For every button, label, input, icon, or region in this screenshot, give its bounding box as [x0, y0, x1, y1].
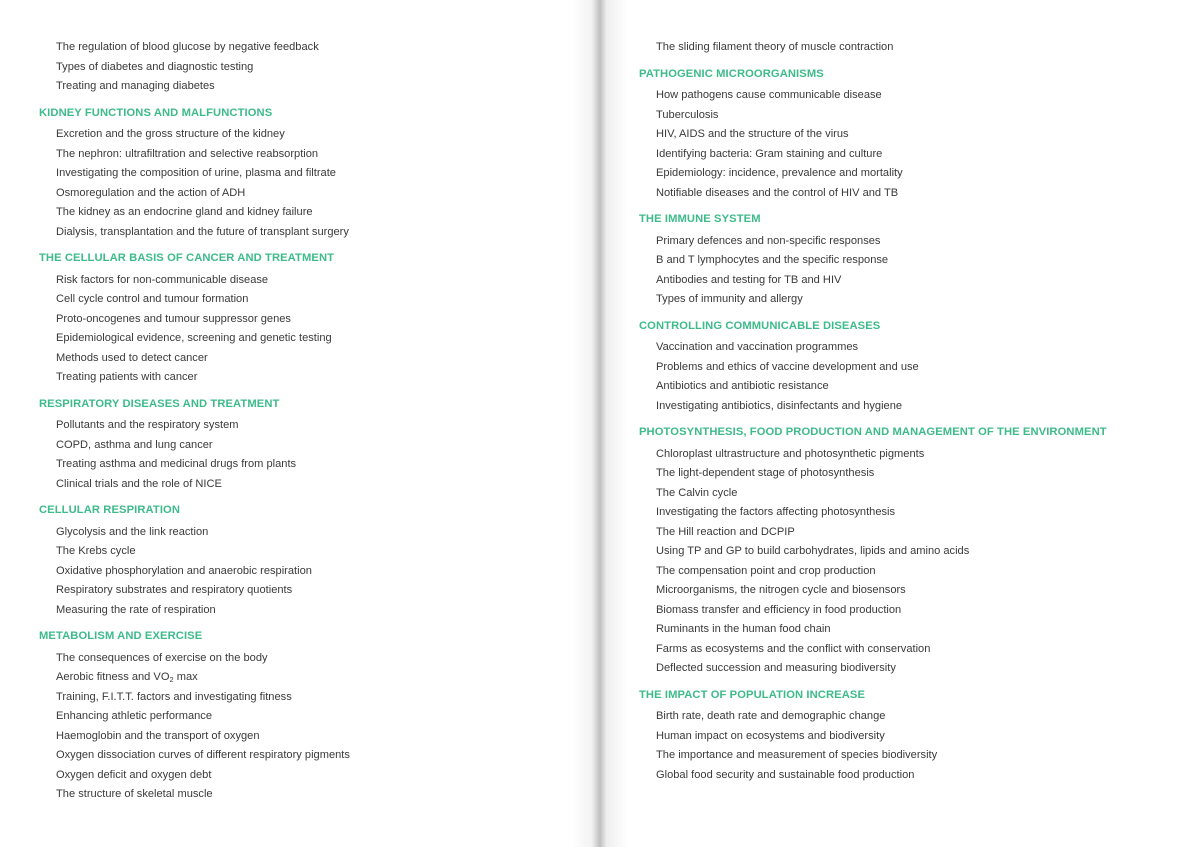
section-population [639, 686, 1189, 786]
list-item: The nephron: ultrafiltration and selective reabsorption [56, 147, 319, 160]
list-item-vo2 [39, 668, 579, 688]
vo2-subscript: 2 [169, 675, 174, 684]
list-item: Clinical trials and the role of NICE [56, 477, 222, 490]
list-item: Pollutants and the respiratory system [56, 419, 239, 431]
list-item: The consequences of exercise on the body [56, 651, 268, 664]
section-respiratory [39, 395, 579, 495]
list-item: Glycolysis and the link reaction [56, 525, 209, 538]
list-item: The importance and measurement of species biodiversity [656, 749, 938, 761]
section-immune-system [639, 210, 1189, 310]
list-item: Notifiable diseases and the control of HIV and TB [656, 186, 899, 199]
list-item: Treating and managing diabetes [56, 80, 215, 92]
list-item: HIV, AIDS and the structure of the virus [656, 128, 849, 140]
list-item: Deflected succession and measuring biodiversity [656, 662, 896, 674]
list-item: Global food security and sustainable food production [656, 768, 915, 781]
list-item: The Krebs cycle [56, 545, 136, 557]
section-cancer [39, 249, 579, 388]
list-item: Investigating the factors affecting photosynthesis [656, 506, 896, 518]
section-heading: THE CELLULAR BASIS OF CANCER AND TREATMENT [39, 252, 335, 264]
list-item: Methods used to detect cancer [56, 351, 208, 364]
list-item: Haemoglobin and the transport of oxygen [56, 729, 260, 742]
list-item: Birth rate, death rate and demographic change [656, 710, 886, 722]
section-heading: CELLULAR RESPIRATION [39, 504, 181, 516]
list-item: Chloroplast ultrastructure and photosynthetic pigments [656, 447, 925, 460]
section-heading: METABOLISM AND EXERCISE [39, 630, 203, 642]
list-item: Cell cycle control and tumour formation [56, 293, 249, 305]
list-item: Human impact on ecosystems and biodiversity [656, 729, 885, 742]
list-item: Antibiotics and antibiotic resistance [656, 380, 829, 392]
list-item: Types of diabetes and diagnostic testing [56, 60, 254, 73]
list-item: Investigating antibiotics, disinfectants and hygiene [656, 399, 903, 412]
left-contents-column [39, 38, 579, 805]
list-item: Proto-oncogenes and tumour suppressor genes [56, 312, 291, 325]
list-item: Identifying bacteria: Gram staining and culture [656, 147, 883, 160]
list-item: Excretion and the gross structure of the kidney [56, 128, 285, 140]
list-item: Oxygen deficit and oxygen debt [56, 768, 212, 781]
vo2-suffix: max [173, 671, 198, 683]
section-metabolism [39, 627, 579, 805]
list-item: Using TP and GP to build carbohydrates, lipids and amino acids [656, 545, 970, 557]
section-heading: KIDNEY FUNCTIONS AND MALFUNCTIONS [39, 106, 273, 119]
section-heading: THE IMPACT OF POPULATION INCREASE [639, 688, 866, 701]
list-item: B and T lymphocytes and the specific response [656, 254, 889, 266]
list-item: The kidney as an endocrine gland and kidney failure [56, 206, 313, 218]
list-item: Risk factors for non-communicable disease [56, 273, 269, 286]
list-item: The structure of skeletal muscle [56, 788, 213, 800]
list-item: Respiratory substrates and respiratory quotients [56, 584, 293, 596]
section-heading: CONTROLLING COMMUNICABLE DISEASES [639, 319, 881, 332]
list-item: The sliding filament theory of muscle contraction [656, 41, 894, 53]
list-item: Dialysis, transplantation and the future of transplant surgery [56, 225, 349, 238]
right-contents-column [639, 38, 1189, 785]
section-communicable-diseases [639, 317, 1189, 417]
list-item: The light-dependent stage of photosynthesis [656, 467, 875, 479]
list-item: The regulation of blood glucose by negative feedback [56, 41, 319, 53]
list-item: Treating asthma and medicinal drugs from plants [56, 458, 297, 470]
left-intro-list [39, 38, 579, 97]
section-pathogens [639, 65, 1189, 204]
list-item: Types of immunity and allergy [656, 293, 803, 305]
list-item: Microorganisms, the nitrogen cycle and biosensors [656, 584, 906, 596]
list-item: Vaccination and vaccination programmes [656, 341, 859, 353]
section-photosynthesis [639, 423, 1189, 679]
section-cellular-respiration [39, 501, 579, 620]
list-item: Biomass transfer and efficiency in food production [656, 603, 902, 616]
vo2-prefix: Aerobic fitness and VO [56, 671, 170, 683]
list-item: Training, F.I.T.T. factors and investigating fitness [56, 690, 292, 703]
list-item: Farms as ecosystems and the conflict with conservation [656, 642, 931, 655]
list-item: Investigating the composition of urine, plasma and filtrate [56, 167, 336, 179]
list-item: Oxidative phosphorylation and anaerobic respiration [56, 564, 312, 577]
section-heading: PATHOGENIC MICROORGANISMS [639, 67, 824, 80]
list-item: Treating patients with cancer [56, 371, 198, 383]
list-item: Tuberculosis [656, 108, 719, 121]
list-item: Ruminants in the human food chain [656, 623, 831, 635]
right-intro-list [639, 38, 1189, 58]
section-heading: THE IMMUNE SYSTEM [639, 213, 761, 225]
list-item: How pathogens cause communicable disease [656, 89, 882, 101]
list-item: Enhancing athletic performance [56, 710, 213, 722]
list-item: Antibodies and testing for TB and HIV [656, 273, 842, 286]
list-item: The Hill reaction and DCPIP [656, 525, 795, 538]
list-item: Oxygen dissociation curves of different respiratory pigments [56, 749, 350, 761]
list-item: Problems and ethics of vaccine development and use [656, 360, 919, 373]
list-item: Primary defences and non-specific responses [656, 234, 881, 247]
list-item: The compensation point and crop production [656, 564, 876, 577]
list-item: Measuring the rate of respiration [56, 603, 216, 616]
right-page [600, 0, 1200, 847]
section-heading: PHOTOSYNTHESIS, FOOD PRODUCTION AND MANAGEMENT OF THE ENVIRONMENT [639, 426, 1107, 438]
section-kidney [39, 104, 579, 243]
list-item: COPD, asthma and lung cancer [56, 438, 213, 451]
section-heading: RESPIRATORY DISEASES AND TREATMENT [39, 397, 280, 410]
list-item: Epidemiology: incidence, prevalence and mortality [656, 167, 903, 179]
list-item: Osmoregulation and the action of ADH [56, 186, 246, 199]
list-item: Epidemiological evidence, screening and genetic testing [56, 332, 332, 344]
list-item: The Calvin cycle [656, 486, 738, 499]
